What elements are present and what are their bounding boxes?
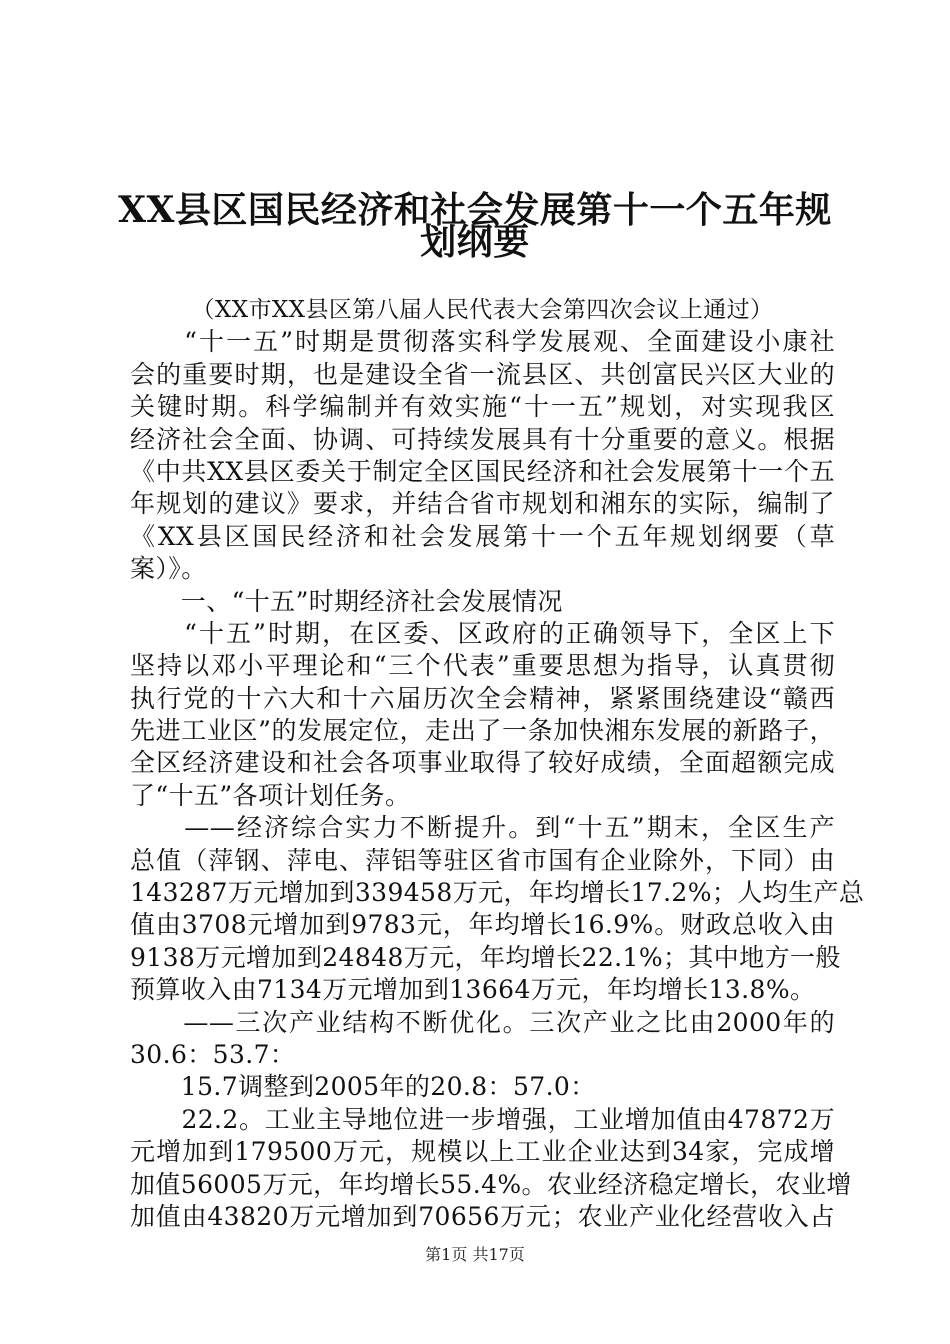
body-line: 经济社会全面、协调、可持续发展具有十分重要的意义。根据: [130, 424, 835, 454]
body-line: 关键时期。科学编制并有效实施“十一五”规划，对实现我区: [130, 392, 835, 422]
body-line: 全区经济建设和社会各项事业取得了较好成绩，全面超额完成: [130, 748, 835, 778]
body-line: 元增加到179500万元，规模以上工业企业达到34家，完成增: [130, 1137, 835, 1167]
body-line: 预算收入由7134万元增加到13664万元，年均增长13.8%。: [130, 975, 816, 1005]
body-line: 坚持以邓小平理论和“三个代表”重要思想为指导，认真贯彻: [130, 651, 835, 681]
document-subtitle: （XX市XX县区第八届人民代表大会第四次会议上通过）: [191, 297, 774, 323]
body-line: 年规划的建议》要求，并结合省市规划和湘东的实际，编制了: [130, 489, 835, 519]
body-line: 会的重要时期，也是建设全省一流县区、共创富民兴区大业的: [130, 359, 835, 389]
body-line: 加值由43820万元增加到70656万元；农业产业化经营收入占: [130, 1201, 835, 1231]
body-line: 加值56005万元，年均增长55.4%。农业经济稳定增长，农业增: [130, 1169, 852, 1199]
body-line: “十五”时期，在区委、区政府的正确领导下，全区上下: [130, 618, 835, 648]
body-line: 执行党的十六大和十六届历次全会精神，紧紧围绕建设“赣西: [130, 683, 835, 713]
document-title-line-2: 划纲要: [420, 221, 530, 263]
body-line: 22.2。工业主导地位进一步增强，工业增加值由47872万: [130, 1104, 835, 1134]
document-title-line-1: XX县区国民经济和社会发展第十一个五年规: [118, 189, 832, 231]
body-line: 《中共XX县区委关于制定全区国民经济和社会发展第十一个五: [130, 456, 835, 486]
body-line: 30.6：53.7：: [130, 1039, 296, 1069]
body-line: ——经济综合实力不断提升。到“十五”期末，全区生产: [130, 813, 835, 843]
body-line: 先进工业区”的发展定位，走出了一条加快湘东发展的新路子，: [130, 716, 835, 746]
body-line: 9138万元增加到24848万元，年均增长22.1%；其中地方一般: [130, 942, 841, 972]
body-line: 值由3708元增加到9783元，年均增长16.9%。财政总收入由: [130, 910, 835, 940]
body-line: 143287万元增加到339458万元，年均增长17.2%；人均生产总: [130, 878, 865, 908]
page-number: 第1页 共17页: [425, 1245, 525, 1264]
body-line: 《XX县区国民经济和社会发展第十一个五年规划纲要（草: [130, 521, 835, 551]
body-line: 15.7调整到2005年的20.8：57.0：: [130, 1072, 596, 1102]
body-line: 案）》。: [130, 554, 207, 584]
section-heading: 一、“十五”时期经济社会发展情况: [130, 586, 563, 616]
body-line: 了“十五”各项计划任务。: [130, 780, 411, 810]
document-body: [130, 294, 865, 1233]
body-line: “十一五”时期是贯彻落实科学发展观、全面建设小康社: [130, 327, 835, 357]
body-line: 总值（萍钢、萍电、萍铝等驻区省市国有企业除外，下同）由: [130, 845, 835, 875]
body-line: ——三次产业结构不断优化。三次产业之比由2000年的: [130, 1007, 835, 1037]
